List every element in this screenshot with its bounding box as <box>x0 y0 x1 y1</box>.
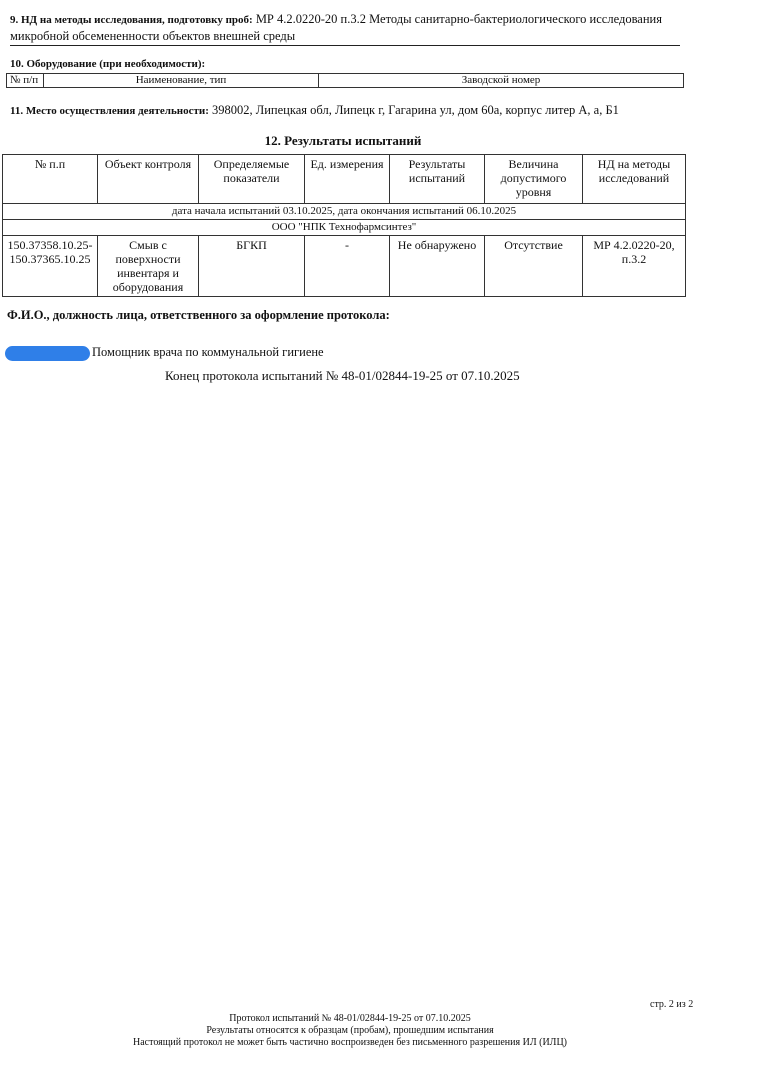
page-number: стр. 2 из 2 <box>650 999 694 1010</box>
cell-limit: Отсутствие <box>485 236 583 297</box>
page-footer <box>100 1013 600 1049</box>
footer-line-1: Протокол испытаний № 48-01/02844-19-25 от 07.10.2025 <box>229 1013 471 1024</box>
equipment-header-serial: Заводской номер <box>319 74 684 88</box>
cell-num: 150.37358.10.25-150.37365.10.25 <box>3 236 98 297</box>
responsible-role: Помощник врача по коммунальной гигиене <box>92 345 324 359</box>
cell-unit: - <box>305 236 390 297</box>
results-header-row <box>3 155 686 204</box>
cell-result: Не обнаружено <box>390 236 485 297</box>
results-header-object: Объект контроля <box>98 155 199 204</box>
protocol-end-text: Конец протокола испытаний № 48-01/02844-19-25 от 07.10.2025 <box>165 368 520 383</box>
table-row <box>3 236 686 297</box>
footer-line-3: Настоящий протокол не может быть частично воспроизведен без письменного разрешения ИЛ (ИЛЦ) <box>132 1037 567 1048</box>
cell-method: МР 4.2.0220-20, п.3.2 <box>583 236 686 297</box>
results-header-limit: Величина допустимого уровня <box>485 155 583 204</box>
results-dates-row <box>3 204 686 220</box>
footer-line-2: Результаты относятся к образцам (пробам), прошедшим испытания <box>206 1025 494 1036</box>
equipment-header-num: № п/п <box>7 74 44 88</box>
cell-object: Смыв с поверхности инвентаря и оборудования <box>98 236 199 297</box>
section-9-methods <box>10 11 680 44</box>
redacted-name <box>5 346 90 361</box>
results-org-cell: ООО "НПК Технофармсинтез" <box>3 220 686 236</box>
section-12-title: 12. Результаты испытаний <box>264 133 422 148</box>
results-table <box>2 154 686 297</box>
results-header-unit: Ед. измерения <box>305 155 390 204</box>
section-10-label: 10. Оборудование (при необходимости): <box>10 58 206 70</box>
results-dates-cell: дата начала испытаний 03.10.2025, дата окончания испытаний 06.10.2025 <box>3 204 686 220</box>
responsible-label: Ф.И.О., должность лица, ответственного за оформление протокола: <box>7 308 390 322</box>
equipment-header-name: Наименование, тип <box>44 74 319 88</box>
results-org-row <box>3 220 686 236</box>
section-9-text: МР 4.2.0220-20 п.3.2 Методы санитарно-бактериологического исследования микробной обсемененности объектов внешней среды <box>10 12 662 43</box>
equipment-header-row <box>7 74 684 88</box>
section-9-label: 9. НД на методы исследования, подготовку проб: <box>10 14 253 26</box>
equipment-table <box>6 73 684 88</box>
section-11-location <box>10 103 619 118</box>
results-header-method: НД на методы исследований <box>583 155 686 204</box>
results-header-indicators: Определяемые показатели <box>199 155 305 204</box>
results-header-num: № п.п <box>3 155 98 204</box>
cell-indicator: БГКП <box>199 236 305 297</box>
results-header-results: Результаты испытаний <box>390 155 485 204</box>
section-11-text: 398002, Липецкая обл, Липецк г, Гагарина ул, дом 60а, корпус литер А, а, Б1 <box>212 103 619 117</box>
section-11-label: 11. Место осуществления деятельности: <box>10 105 209 117</box>
divider-line <box>10 45 680 46</box>
